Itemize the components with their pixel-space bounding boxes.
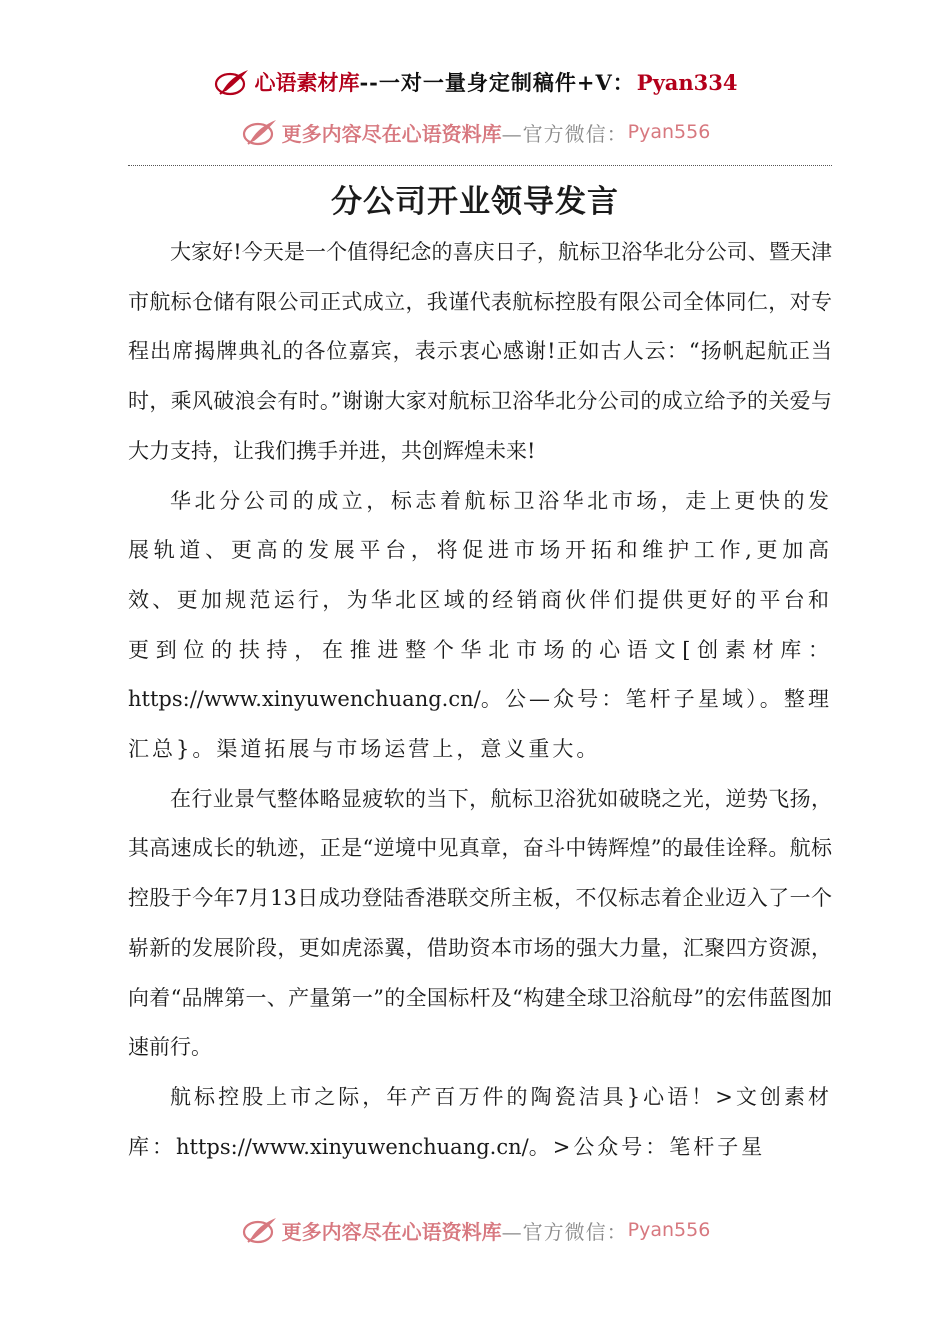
footer-promo-sub-text: —官方微信：: [501, 1219, 628, 1244]
footer-promo-banner: [0, 1210, 950, 1250]
website-link[interactable]: https://www.xinyuwenchuang.cn/: [176, 1134, 529, 1159]
header-divider: [128, 165, 832, 166]
brand-name: 心语素材库: [254, 70, 360, 95]
paragraph-4-text: 航标控股上市之际，年产百万件的陶瓷洁具}心语！>文创素材库：: [128, 1084, 832, 1159]
paragraph-2-tail: 。公—众号：笔杆子星域）。整理汇总}。渠道拓展与市场运营上，意义重大。: [128, 687, 832, 762]
quill-logo-icon: [240, 117, 280, 147]
website-link[interactable]: https://www.xinyuwenchuang.cn/: [128, 687, 481, 712]
paragraph-3: 在行业景气整体略显疲软的当下，航标卫浴犹如破晓之光，逆势飞扬，其高速成长的轨迹，正是“逆境中见真章，奋斗中铸辉煌”的最佳诠释。航标控股于今年7月13日成功登陆香港联交所主板，不仅标志着企业迈入了一个崭新的发展阶段，更如虎添翼，借助资本市场的强大力量，汇聚四方资源，向着“品牌第一、产量第一”的全国标杆及“构建全球卫浴航母”的宏伟蓝图加速前行。: [128, 786, 832, 1060]
promo-main-text: 更多内容尽在心语资料库: [281, 121, 502, 146]
quill-logo-icon: [240, 1215, 280, 1245]
document-body: [128, 228, 832, 1172]
promo-banner: [0, 112, 950, 152]
paragraph-1: 大家好!今天是一个值得纪念的喜庆日子，航标卫浴华北分公司、暨天津市航标仓储有限公司正式成立，我谨代表航标控股有限公司全体同仁，对专程出席揭牌典礼的各位嘉宾，表示衷心感谢!正如古人云：“扬帆起航正当时，乘风破浪会有时。”谢谢大家对航标卫浴华北分公司的成立给予的关爱与大力支持，让我们携手并进，共创辉煌未来!: [128, 240, 832, 463]
promo-wechat-id: Pyan556: [627, 121, 711, 143]
document-title: 分公司开业领导发言: [331, 184, 619, 220]
top-banner: [0, 62, 950, 102]
paragraph-2-text: 华北分公司的成立，标志着航标卫浴华北市场，走上更快的发展轨道、更高的发展平台，将促进市场开拓和维护工作,更加高效、更加规范运行，为华北区域的经销商伙伴们提供更好的平台和更到位的扶持，在推进整个华北市场的心语文[创素材库：: [128, 488, 832, 662]
paragraph-4-tail: 。>公众号：笔杆子星: [528, 1134, 766, 1159]
paragraph-2: [128, 477, 832, 775]
promo-sub-text: —官方微信：: [501, 121, 628, 146]
footer-promo-main-text: 更多内容尽在心语资料库: [281, 1219, 502, 1244]
slogan-text: --一对一量身定制稿件+V：: [359, 70, 635, 95]
footer-promo-wechat-id: Pyan556: [627, 1219, 711, 1241]
paragraph-4: [128, 1073, 832, 1172]
contact-id: Pyan334: [636, 69, 738, 95]
quill-logo-icon: [212, 67, 252, 97]
